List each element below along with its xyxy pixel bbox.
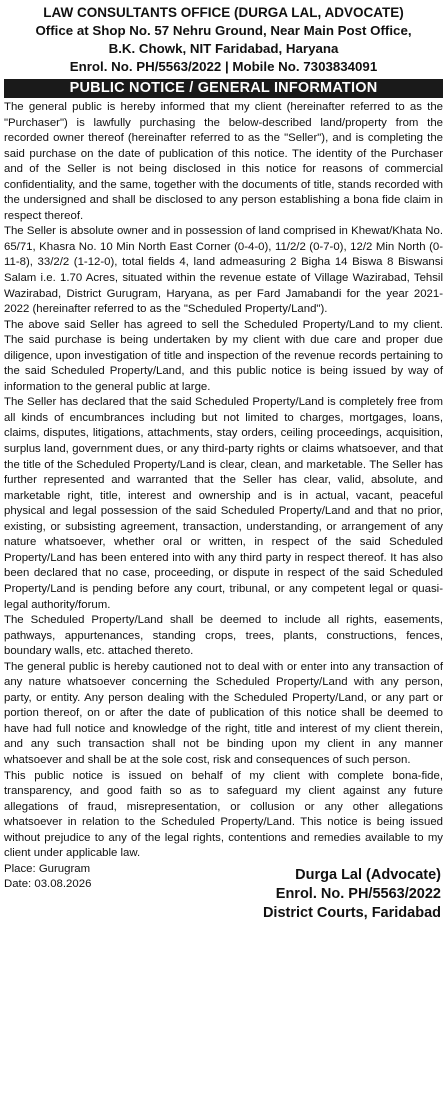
place: Place: Gurugram — [4, 862, 91, 875]
court-name: District Courts, Faridabad — [262, 904, 441, 921]
paragraph-agreement: The above said Seller has agreed to sell the Scheduled Property/Land to my client. The said purchase is being undertaken by my client with due care and proper due diligence, upon investigation of title and inspection of the revenue records pertaining to the said Scheduled Property/Land, and this public notice is being issued by way of information to the general public at large. — [4, 318, 443, 393]
notice-title-banner: PUBLIC NOTICE / GENERAL INFORMATION — [4, 79, 443, 98]
notice-footer — [4, 862, 443, 922]
office-address-line-1: Office at Shop No. 57 Nehru Ground, Near Main Post Office, — [35, 23, 412, 38]
paragraph-property-details: The Seller is absolute owner and in possession of land comprised in Khewat/Khata No. 65/71, Khasra No. 10 Min North East Corner (0-4-0), 11/2/2 (0-7-0), 12/2 Min North (0-11-8), 33/2/2 (1-12-0), total fields 4, land admeasuring 2 Bigha 14 Biswa 8 Biswansi Salam i.e. 1.70 Acres, situated within the revenue estate of Village Wazirabad, Tehsil Wazirabad, District Gurugram, Haryana, as per Fard Jamabandi for the year 2021-2022 (hereinafter referred to as the "Scheduled Property/Land"). — [4, 225, 443, 316]
letterhead — [4, 4, 443, 76]
paragraph-caution: The general public is hereby cautioned not to deal with or enter into any transaction of any nature whatsoever concerning the Scheduled Property/Land with any person, party, or entity. Any person dealing with the Scheduled Property/Land, or any part or portion thereof, on or after the date of publication of this notice shall be deemed to have had full notice and knowledge of the right, title and interest of my client therein, and any such transaction shall not be binding upon my client in any manner whatsoever and shall be at the sole cost, risk and consequences of such person. — [4, 660, 443, 766]
advocate-name: Durga Lal (Advocate) — [295, 866, 441, 883]
paragraph-declarations: The Seller has declared that the said Scheduled Property/Land is completely free from all kinds of encumbrances including but not limited to charges, mortgages, loans, claims, disputes, litigations, attachments, stay orders, ceiling proceedings, acquisition, surplus land, government dues, or any third-party rights or claims whatsoever, and that the title of the Scheduled Property/Land is clear, clean, and marketable. The Seller has further represented and warranted that the Seller has clear, valid, absolute, and marketable right, title, interest and ownership and is in actual, vacant, peaceful physical and legal possession of the said Scheduled Property/Land and that no prior, existing, or subsisting agreement, transaction, understanding, or arrangement of any nature whatsoever, whether oral or written, in respect of the said Scheduled Property/Land has been entered into with any third party in respect thereof. It has also been declared that no case, proceeding, or dispute in respect of the said Scheduled Property/Land is pending before any court, tribunal, or any competent legal or quasi-legal authority/forum. — [4, 396, 443, 611]
office-name: LAW CONSULTANTS OFFICE (DURGA LAL, ADVOCATE) — [43, 5, 404, 20]
notice-body — [4, 100, 443, 862]
signature-block — [263, 866, 441, 923]
enrolment-mobile: Enrol. No. PH/5563/2022 | Mobile No. 7303834091 — [69, 59, 378, 74]
paragraph-purpose: This public notice is issued on behalf of my client with complete bona-fide, transparency, and good faith so as to safeguard my client against any future allegations of fraud, misrepresentation, or collusion or any other allegations whatsoever in relation to the Scheduled Property/Land. This notice is being issued without prejudice to any of the legal rights, contentions and remedies available to my client under applicable law. — [4, 769, 443, 860]
paragraph-purchase: The general public is hereby informed that my client (hereinafter referred to as the "Purchaser") is lawfully purchasing the below-described land/property from the recorded owner thereof (hereinafter referred to as the "Seller"), and is completing the said purchase on the date of publication of this notice. The identity of the Purchaser and of the Seller is not being disclosed in this notice for reasons of commercial confidentiality, and the same, together with the documents of title, stands recorded with the undersigned and shall be disclosed to any person establishing a bona fide claim in respect thereof. — [4, 101, 443, 222]
paragraph-inclusions: The Scheduled Property/Land shall be deemed to include all rights, easements, pathways, appurtenances, standing crops, trees, plants, constructions, fences, boundary walls, etc. attached thereto. — [4, 614, 443, 658]
place-date-block — [4, 862, 91, 893]
date: Date: 03.08.2026 — [4, 878, 92, 891]
advocate-enrolment: Enrol. No. PH/5563/2022 — [275, 885, 441, 902]
office-address-line-2: B.K. Chowk, NIT Faridabad, Haryana — [108, 41, 339, 56]
